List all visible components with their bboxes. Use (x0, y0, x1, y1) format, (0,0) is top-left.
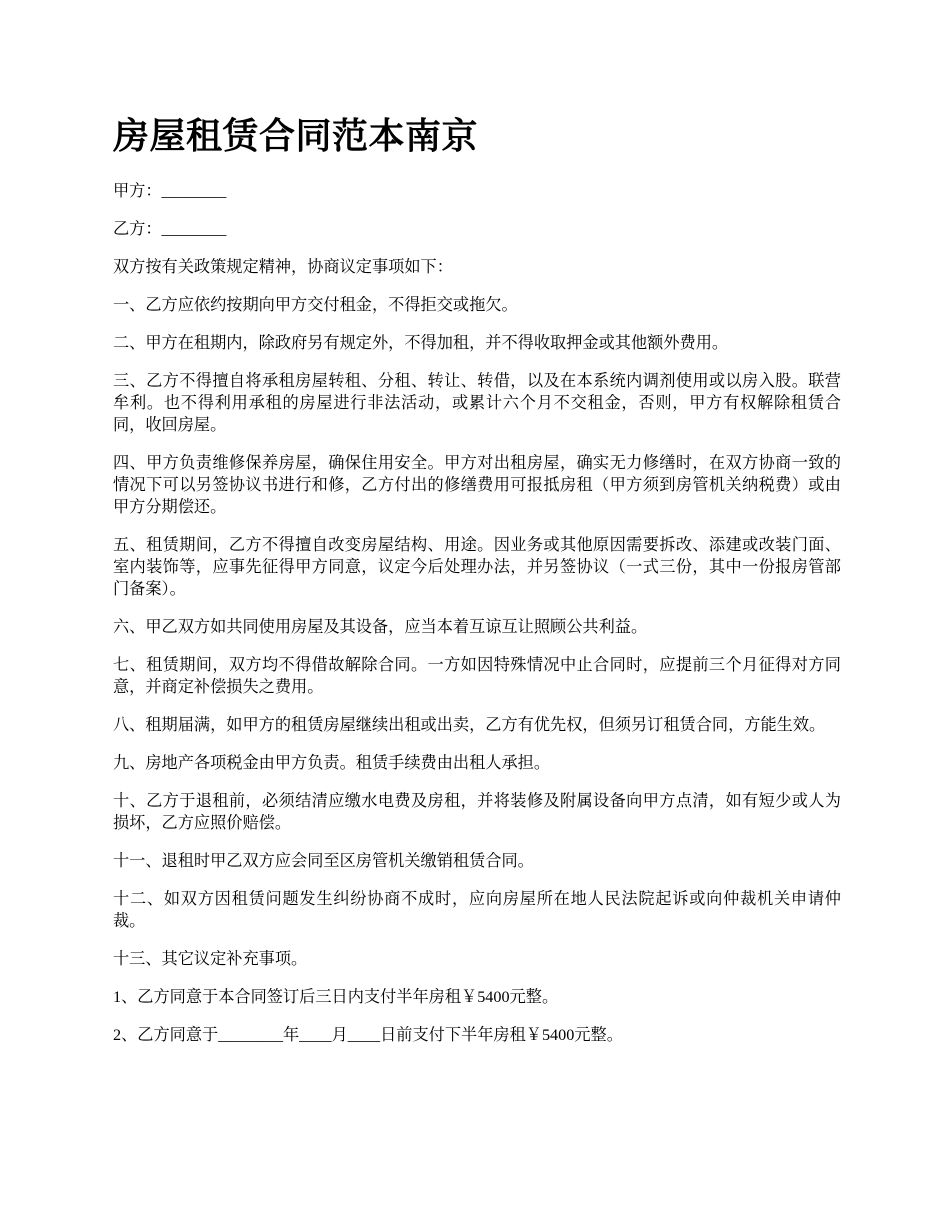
clause-8: 八、租期届满，如甲方的租赁房屋继续出租或出卖，乙方有优先权，但须另订租赁合同，方能生效。 (113, 716, 826, 734)
party-a-line: 甲方：________ (113, 182, 227, 200)
document-title: 房屋租赁合同范本南京 (113, 116, 479, 156)
clause-10: 十、乙方于退租前，必须结清应缴水电费及房租，并将装修及附属设备向甲方点清，如有短少或人为损坏，乙方应照价赔偿。 (113, 792, 841, 832)
clause-4: 四、甲方负责维修保养房屋，确保住用安全。甲方对出租房屋，确实无力修缮时，在双方协商一致的情况下可以另签协议书进行和修，乙方付出的修缮费用可报抵房租（甲方须到房管机关纳税费）或由甲方分期偿还。 (113, 454, 841, 516)
supplement-item-2: 2、乙方同意于________年____月____日前支付下半年房租￥5400元整。 (113, 1026, 623, 1044)
document-body (113, 180, 841, 1062)
clause-12: 十二、如双方因租赁问题发生纠纷协商不成时，应向房屋所在地人民法院起诉或向仲裁机关申请仲裁。 (113, 890, 841, 930)
clause-1: 一、乙方应依约按期向甲方交付租金，不得拒交或拖欠。 (113, 296, 518, 314)
party-b-line: 乙方：________ (113, 220, 227, 238)
clause-2: 二、甲方在租期内，除政府另有规定外，不得加租，并不得收取押金或其他额外费用。 (113, 334, 729, 352)
clause-9: 九、房地产各项税金由甲方负责。租赁手续费由出租人承担。 (113, 754, 551, 772)
supplement-item-1: 1、乙方同意于本合同签订后三日内支付半年房租￥5400元整。 (113, 988, 559, 1006)
clause-5: 五、租赁期间，乙方不得擅自改变房屋结构、用途。因业务或其他原因需要拆改、添建或改装门面、室内装饰等，应事先征得甲方同意，议定今后处理办法，并另签协议（一式三份，其中一份报房管部门备案）。 (113, 536, 841, 598)
clause-7: 七、租赁期间，双方均不得借故解除合同。一方如因特殊情况中止合同时，应提前三个月征得对方同意，并商定补偿损失之费用。 (113, 656, 841, 696)
clause-6: 六、甲乙双方如共同使用房屋及其设备，应当本着互谅互让照顾公共利益。 (113, 618, 648, 636)
clause-11: 十一、退租时甲乙双方应会同至区房管机关缴销租赁合同。 (113, 852, 534, 870)
clause-13: 十三、其它议定补充事项。 (113, 950, 308, 968)
intro-paragraph: 双方按有关政策规定精神，协商议定事项如下： (113, 258, 453, 276)
clause-3: 三、乙方不得擅自将承租房屋转租、分租、转让、转借，以及在本系统内调剂使用或以房入股。联营牟利。也不得利用承租的房屋进行非法活动，或累计六个月不交租金，否则，甲方有权解除租赁合同，收回房屋。 (113, 372, 841, 434)
